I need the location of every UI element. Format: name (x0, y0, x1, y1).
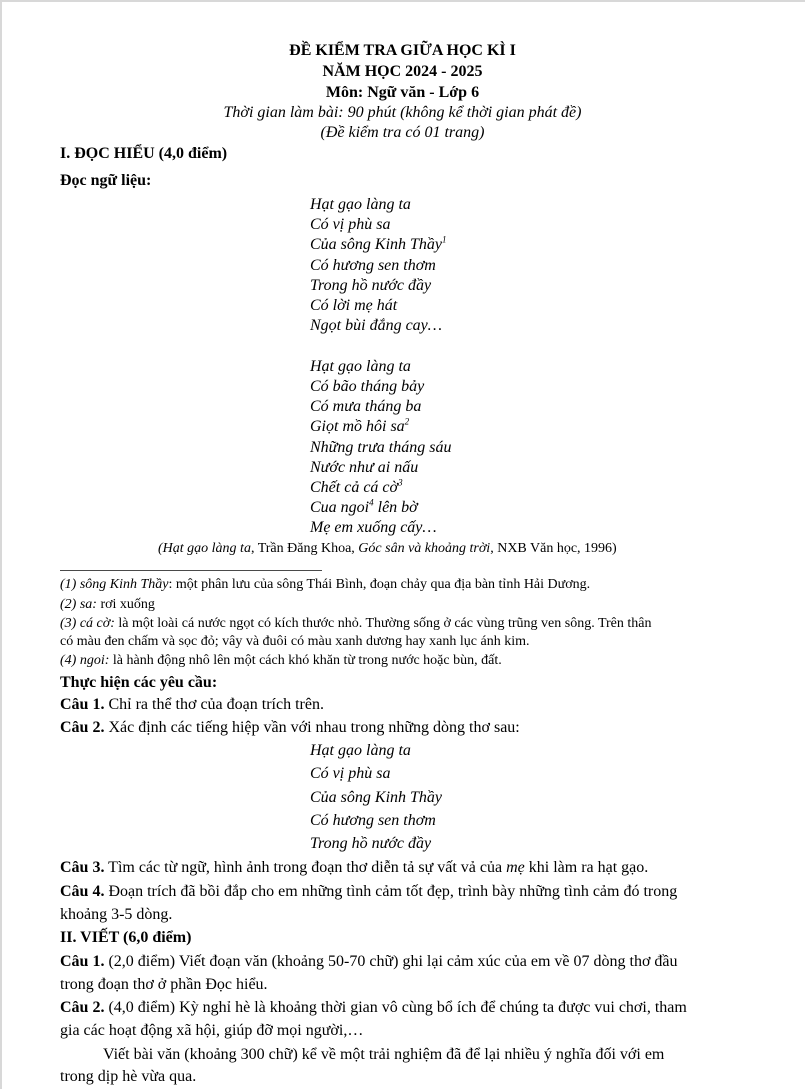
poem-line: Cua ngoi$^4$ lên bờ (310, 497, 418, 516)
tasks-label: Thực hiện các yêu cầu: (60, 674, 218, 691)
question-3: Câu 3. Tìm các từ ngữ, hình ảnh trong đoạn thơ diễn tả sự vất vả của mẹ khi làm ra hạt gạo. (60, 859, 649, 876)
section-2-title: II. VIẾT (6,0 điểm) (60, 929, 192, 946)
footnote-mark: 1 (442, 234, 447, 245)
reading-material-label: Đọc ngữ liệu: (60, 172, 152, 189)
poem-line: Giọt mồ hôi $sa^2$ (310, 416, 410, 435)
footnote-2: (2) sa: rơi xuống (60, 597, 155, 612)
writing-question-1-continuation: trong đoạn thơ ở phần Đọc hiểu. (60, 976, 268, 993)
q2-poem-line: Hạt gạo làng ta (310, 742, 411, 759)
page-count-note: (Đề kiểm tra có 01 trang) (320, 124, 485, 141)
q2-poem-line: Có hương sen thơm (310, 812, 436, 829)
question-1: Câu 1. Chỉ ra thể thơ của đoạn trích trên. (60, 696, 324, 713)
poem-line: Mẹ em xuống cấy… (310, 519, 437, 536)
poem-line: Trong hồ nước đầy (310, 277, 432, 294)
poem-line: Nước như ai nấu (310, 459, 419, 476)
writing-question-2: Câu 2. (4,0 điểm) Kỳ nghỉ hè là khoảng thời gian vô cùng bổ ích để chúng ta được vui chơi, tham (60, 999, 687, 1016)
q2-poem-line: Có vị phù sa (310, 765, 391, 782)
poem-line: Có vị phù sa (310, 216, 391, 233)
poem-source-citation: (Hạt gạo làng ta, Trần Đăng Khoa, Góc sân và khoảng trời, NXB Văn học, 1996) (158, 541, 617, 556)
poem-line: Chết cả cá cờ$^3$ (310, 477, 403, 496)
poem-line: Có hương sen thơm (310, 257, 436, 274)
subject-line: Môn: Ngữ văn - Lớp 6 (325, 84, 480, 101)
poem-line: Có lời mẹ hát (310, 297, 398, 314)
footnote-mark: 4 (369, 497, 374, 508)
footnote-3: (3) cá cờ: là một loài cá nước ngọt có kích thước nhỏ. Thường sống ở các vùng trũng ven sông. Trên thân (60, 616, 652, 631)
school-year: NĂM HỌC 2024 - 2025 (322, 63, 483, 80)
footnote-3-continuation: có màu đen chấm và sọc đỏ; vây và đuôi có màu xanh dương hay xanh lục ánh kim. (60, 634, 530, 649)
poem-line: Của sông Kinh Thầy$^1$ (310, 234, 447, 253)
footnote-1: (1) sông Kinh Thầy: một phân lưu của sông Thái Bình, đoạn chảy qua địa bàn tỉnh Hải Dương. (60, 577, 591, 592)
section-1-title: I. ĐỌC HIỂU (4,0 điểm) (60, 145, 228, 162)
poem-line: Những trưa tháng sáu (310, 439, 452, 456)
exam-title: ĐỀ KIỂM TRA GIỮA HỌC KÌ I (289, 42, 516, 59)
writing-question-2-prompt: Viết bài văn (khoảng 300 chữ) kể về một trải nghiệm đã để lại nhiều ý nghĩa đối với em (103, 1046, 665, 1063)
footnote-mark: 2 (404, 416, 410, 427)
writing-question-1: Câu 1. (2,0 điểm) Viết đoạn văn (khoảng 50-70 chữ) ghi lại cảm xúc của em về 07 dòng thơ đầu (60, 953, 678, 970)
time-allowed: Thời gian làm bài: 90 phút (không kể thời gian phát đề) (223, 104, 582, 121)
poem-line: Hạt gạo làng ta (310, 358, 411, 375)
question-4: Câu 4. Đoạn trích đã bồi đắp cho em những tình cảm tốt đẹp, trình bày những tình cảm đó trong (60, 883, 678, 900)
page-border-top (0, 0, 805, 2)
poem-line: Có mưa tháng ba (310, 398, 422, 415)
writing-question-2-continuation: gia các hoạt động xã hội, giúp đỡ mọi người,… (60, 1022, 364, 1039)
footnote-4: (4) ngoi: là hành động nhô lên một cách khó khăn từ trong nước hoặc bùn, đất. (60, 653, 502, 668)
footnote-divider (60, 570, 322, 571)
question-2: Câu 2. Xác định các tiếng hiệp vần với nhau trong những dòng thơ sau: (60, 719, 520, 736)
poem-line: Hạt gạo làng ta (310, 196, 411, 213)
page-border-left (0, 0, 2, 1089)
writing-question-2-prompt-continuation: trong dịp hè vừa qua. (60, 1068, 197, 1085)
poem-line: Ngọt bùi đắng cay… (310, 317, 442, 334)
q2-poem-line: Trong hồ nước đầy (310, 835, 432, 852)
question-4-continuation: khoảng 3-5 dòng. (60, 906, 173, 923)
q2-poem-line: Của sông Kinh Thầy (310, 789, 443, 806)
poem-line: Có bão tháng bảy (310, 378, 425, 395)
footnote-mark: 3 (398, 477, 403, 488)
